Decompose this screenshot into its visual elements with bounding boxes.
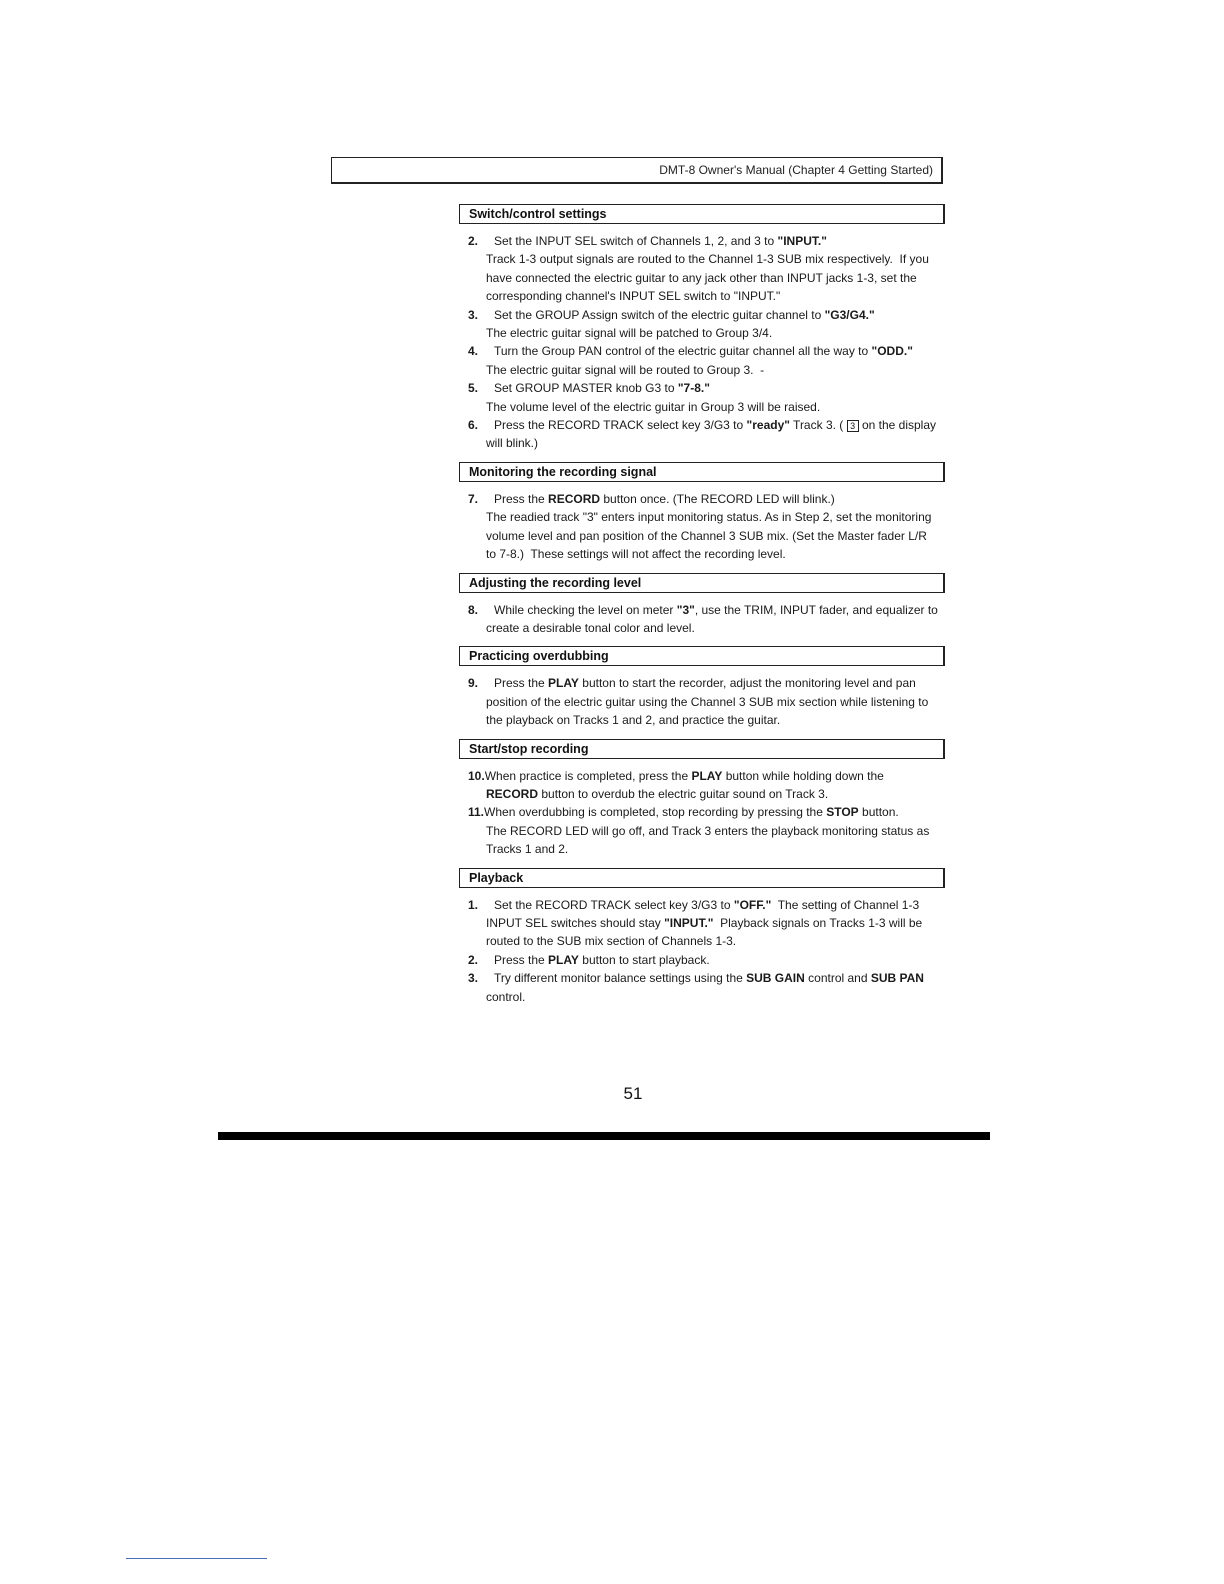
step-item bbox=[459, 306, 945, 343]
bold-term: RECORD bbox=[548, 491, 601, 506]
text-run: Playback signals on Tracks 1-3 will be bbox=[713, 915, 923, 930]
text-run: button while holding down the bbox=[722, 768, 884, 783]
text-run: The setting of Channel 1-3 bbox=[771, 897, 920, 912]
running-header-box bbox=[331, 157, 943, 184]
bold-term: SUB PAN bbox=[870, 971, 924, 986]
step-line bbox=[459, 361, 945, 379]
step-line bbox=[459, 988, 945, 1006]
step-number: 2. bbox=[468, 952, 479, 967]
step-item bbox=[459, 674, 945, 729]
step-line bbox=[459, 232, 945, 250]
text-run: control and bbox=[804, 971, 871, 986]
text-run: Press the bbox=[494, 952, 549, 967]
text-run: button to start playback. bbox=[578, 952, 710, 967]
step-number: 2. bbox=[468, 234, 479, 248]
step-item bbox=[459, 379, 945, 416]
text-run: Press the bbox=[494, 491, 549, 506]
section-heading: Monitoring the recording signal bbox=[459, 462, 945, 482]
text-run: The electric guitar signal will be routed to Group 3. - bbox=[486, 362, 765, 377]
step-item bbox=[459, 232, 945, 306]
step-item bbox=[459, 969, 945, 1006]
step-number: 8. bbox=[468, 602, 479, 617]
step-line bbox=[459, 545, 945, 563]
text-run: The volume level of the electric guitar in Group 3 will be raised. bbox=[486, 399, 821, 414]
step-line bbox=[459, 619, 945, 637]
text-run: will blink.) bbox=[486, 436, 539, 451]
text-run: control. bbox=[486, 989, 526, 1004]
text-run: , use the TRIM, INPUT fader, and equalizer to bbox=[694, 602, 938, 617]
bold-term: "INPUT." bbox=[664, 915, 714, 930]
bold-term: "OFF." bbox=[733, 897, 772, 912]
bold-term: PLAY bbox=[548, 952, 579, 967]
step-number: 1. bbox=[468, 897, 479, 912]
section bbox=[459, 646, 945, 729]
section-heading: Playback bbox=[459, 868, 945, 888]
section bbox=[459, 573, 945, 638]
step-item bbox=[459, 601, 945, 638]
running-header-text: DMT-8 Owner's Manual (Chapter 4 Getting Started) bbox=[659, 163, 933, 177]
text-run: When overdubbing is completed, stop recording by pressing the bbox=[484, 805, 827, 820]
text-run: volume level and pan position of the Channel 3 SUB mix. (Set the Master fader L/R bbox=[486, 528, 927, 543]
text-run: to 7-8.) These settings will not affect the recording level. bbox=[486, 547, 786, 562]
step-number: 5. bbox=[468, 381, 479, 396]
text-run: Set the RECORD TRACK select key 3/G3 to bbox=[494, 897, 734, 912]
text-run: Press the RECORD TRACK select key 3/G3 to bbox=[494, 418, 747, 433]
step-line bbox=[459, 490, 945, 508]
text-run: Turn the Group PAN control of the electric guitar channel all the way to bbox=[494, 344, 872, 359]
text-run: create a desirable tonal color and level. bbox=[486, 620, 695, 635]
text-run: button once. (The RECORD LED will blink.) bbox=[600, 491, 835, 506]
step-line bbox=[459, 896, 945, 914]
text-run: INPUT SEL switches should stay bbox=[486, 915, 665, 930]
bottom-rule bbox=[218, 1132, 990, 1140]
step-number: 11. bbox=[468, 805, 485, 820]
text-run: Try different monitor balance settings using the bbox=[494, 971, 747, 986]
text-run: position of the electric guitar using the Channel 3 SUB mix section while listening to bbox=[486, 694, 929, 709]
text-run: Set the INPUT SEL switch of Channels 1, 2, and 3 to bbox=[494, 234, 778, 248]
text-run: The RECORD LED will go off, and Track 3 enters the playback monitoring status as bbox=[486, 823, 930, 838]
section-heading: Practicing overdubbing bbox=[459, 646, 945, 666]
step-line bbox=[459, 693, 945, 711]
step-item bbox=[459, 342, 945, 379]
step-item bbox=[459, 896, 945, 951]
step-item bbox=[459, 803, 945, 858]
text-run: button to start the recorder, adjust the monitoring level and pan bbox=[578, 676, 916, 691]
page-number: 51 bbox=[623, 1084, 643, 1103]
step-item bbox=[459, 767, 945, 804]
step-line bbox=[459, 932, 945, 950]
bold-term: RECORD bbox=[486, 786, 539, 801]
step-line bbox=[459, 527, 945, 545]
text-run: Press the bbox=[494, 676, 549, 691]
bold-term: "7-8." bbox=[677, 381, 710, 396]
step-line bbox=[459, 269, 945, 287]
step-line bbox=[459, 914, 945, 932]
footer-line bbox=[126, 1558, 267, 1559]
step-line bbox=[459, 342, 945, 360]
step-line bbox=[459, 601, 945, 619]
step-line bbox=[459, 767, 945, 785]
step-number: 9. bbox=[468, 676, 479, 691]
text-run: Set the GROUP Assign switch of the electric guitar channel to bbox=[494, 307, 825, 322]
step-number: 6. bbox=[468, 418, 479, 433]
text-run: When practice is completed, press the bbox=[484, 768, 692, 783]
step-line bbox=[459, 416, 945, 434]
text-run: Set GROUP MASTER knob G3 to bbox=[494, 381, 678, 396]
section bbox=[459, 868, 945, 1006]
step-number: 3. bbox=[468, 971, 479, 986]
bold-term: "INPUT." bbox=[777, 234, 827, 248]
text-run: button. bbox=[858, 805, 899, 820]
step-line bbox=[459, 951, 945, 969]
section-heading: Start/stop recording bbox=[459, 739, 945, 759]
bold-term: PLAY bbox=[691, 768, 723, 783]
text-run: Track 1-3 output signals are routed to the Channel 1-3 SUB mix respectively. If you bbox=[486, 252, 929, 267]
text-run: Track 3. ( bbox=[789, 418, 847, 433]
step-line bbox=[459, 324, 945, 342]
step-line bbox=[459, 822, 945, 840]
text-run: button to overdub the electric guitar sound on Track 3. bbox=[538, 786, 829, 801]
step-number: 4. bbox=[468, 344, 479, 359]
text-run: routed to the SUB mix section of Channels 1-3. bbox=[486, 934, 737, 949]
text-run: The electric guitar signal will be patched to Group 3/4. bbox=[486, 326, 773, 341]
bold-term: "G3/G4." bbox=[824, 307, 875, 322]
step-number: 3. bbox=[468, 307, 479, 322]
bold-term: "ready" bbox=[746, 418, 790, 433]
step-number: 7. bbox=[468, 491, 479, 506]
text-run: corresponding channel's INPUT SEL switch to "INPUT." bbox=[486, 289, 781, 304]
step-number: 10. bbox=[468, 768, 485, 783]
step-line bbox=[459, 969, 945, 987]
step-item bbox=[459, 951, 945, 969]
step-line bbox=[459, 785, 945, 803]
section-heading: Switch/control settings bbox=[459, 204, 945, 224]
text-run: have connected the electric guitar to any jack other than INPUT jacks 1-3, set the bbox=[486, 270, 917, 285]
step-line bbox=[459, 398, 945, 416]
section bbox=[459, 204, 945, 453]
text-run: on the display bbox=[858, 418, 937, 433]
step-line bbox=[459, 306, 945, 324]
step-line bbox=[459, 508, 945, 526]
step-line bbox=[459, 803, 945, 821]
text-run: While checking the level on meter bbox=[494, 602, 677, 617]
section bbox=[459, 739, 945, 859]
bold-term: STOP bbox=[826, 805, 859, 820]
step-item bbox=[459, 416, 945, 453]
bold-term: "ODD." bbox=[871, 344, 913, 359]
text-run: the playback on Tracks 1 and 2, and practice the guitar. bbox=[486, 713, 781, 728]
step-item bbox=[459, 490, 945, 564]
bold-term: "3" bbox=[676, 602, 695, 617]
text-run: The readied track "3" enters input monitoring status. As in Step 2, set the monitoring bbox=[486, 510, 932, 525]
step-line bbox=[459, 711, 945, 729]
step-line bbox=[459, 434, 945, 452]
step-line bbox=[459, 287, 945, 305]
step-line bbox=[459, 250, 945, 268]
display-track-icon: 3 bbox=[847, 420, 859, 432]
step-line bbox=[459, 840, 945, 858]
step-line bbox=[459, 379, 945, 397]
text-run: Tracks 1 and 2. bbox=[486, 842, 569, 857]
step-line bbox=[459, 674, 945, 692]
bold-term: PLAY bbox=[548, 676, 579, 691]
section-heading: Adjusting the recording level bbox=[459, 573, 945, 593]
section bbox=[459, 462, 945, 564]
bold-term: SUB GAIN bbox=[746, 971, 805, 986]
manual-content bbox=[459, 204, 945, 1006]
